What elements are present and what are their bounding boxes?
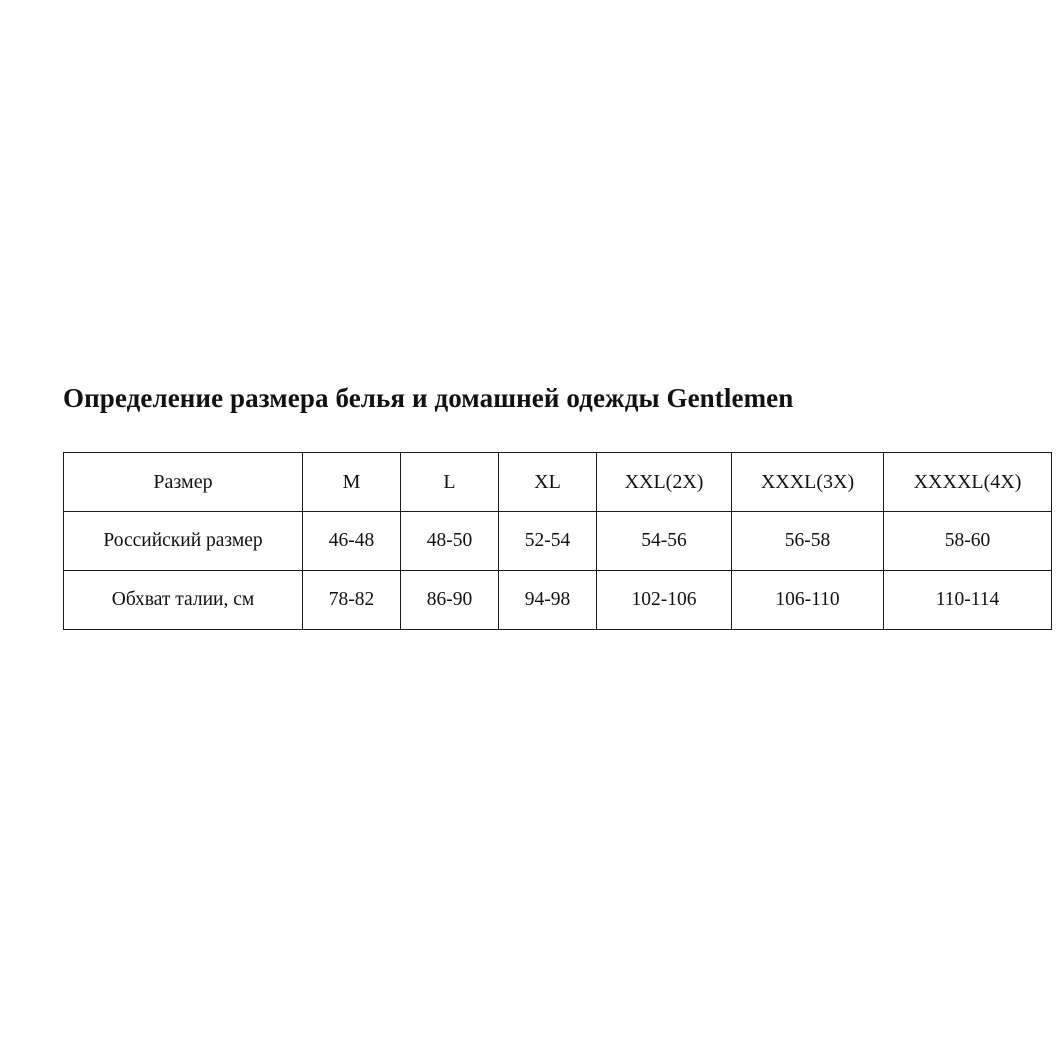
cell-waist-xxxxl: 110-114: [884, 571, 1052, 630]
cell-waist-xl: 94-98: [499, 571, 597, 630]
table-row-waist: [64, 571, 1052, 630]
cell-size-l: L: [401, 453, 499, 512]
cell-size-m: M: [303, 453, 401, 512]
cell-russian-l: 48-50: [401, 512, 499, 571]
table-row-header: [64, 453, 1052, 512]
cell-size-xxl: XXL(2X): [597, 453, 732, 512]
row-label-size: Размер: [64, 453, 303, 512]
cell-russian-xxl: 54-56: [597, 512, 732, 571]
cell-russian-xxxxl: 58-60: [884, 512, 1052, 571]
row-label-russian-size: Российский размер: [64, 512, 303, 571]
cell-waist-m: 78-82: [303, 571, 401, 630]
cell-waist-xxxl: 106-110: [732, 571, 884, 630]
cell-size-xxxl: XXXL(3X): [732, 453, 884, 512]
table-row-russian-size: [64, 512, 1052, 571]
cell-waist-l: 86-90: [401, 571, 499, 630]
cell-russian-m: 46-48: [303, 512, 401, 571]
cell-size-xl: XL: [499, 453, 597, 512]
row-label-waist: Обхват талии, см: [64, 571, 303, 630]
size-table: [63, 452, 1052, 630]
page-title: Определение размера белья и домашней одежды Gentlemen: [63, 383, 794, 413]
cell-russian-xxxl: 56-58: [732, 512, 884, 571]
cell-size-xxxxl: XXXXL(4X): [884, 453, 1052, 512]
cell-waist-xxl: 102-106: [597, 571, 732, 630]
cell-russian-xl: 52-54: [499, 512, 597, 571]
